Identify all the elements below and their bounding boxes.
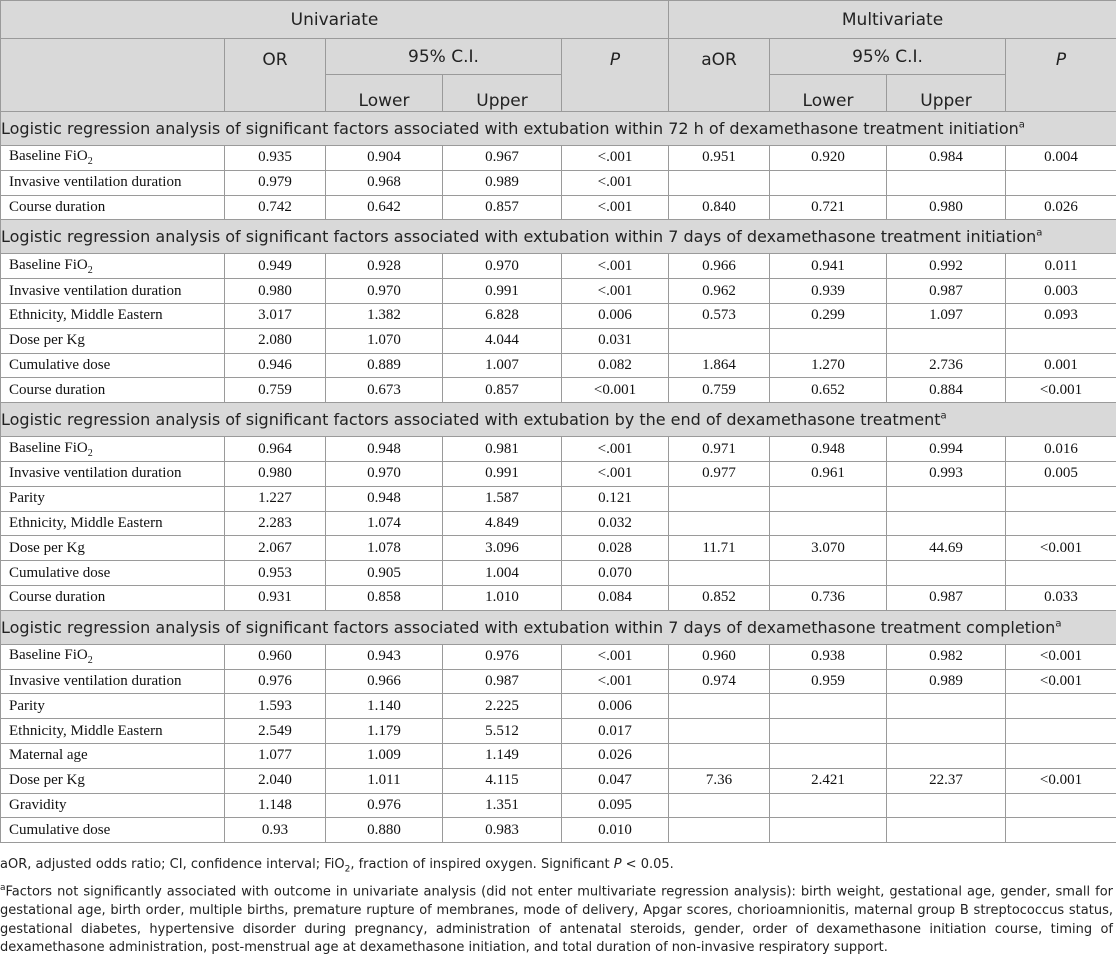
table-cell: 0.971 — [669, 437, 770, 462]
table-row — [1, 644, 1116, 669]
table-cell: 0.928 — [326, 254, 443, 279]
table-cell: 0.981 — [443, 437, 562, 462]
table-cell — [669, 486, 770, 511]
factor-name: Cumulative dose — [1, 818, 225, 843]
table-cell: 0.759 — [669, 378, 770, 403]
table-cell: 0.966 — [669, 254, 770, 279]
factor-name: Dose per Kg — [1, 328, 225, 353]
factor-name: Invasive ventilation duration — [1, 279, 225, 304]
table-cell: 0.840 — [669, 195, 770, 220]
table-cell: 0.905 — [326, 561, 443, 586]
table-row — [1, 461, 1116, 486]
table-row — [1, 793, 1116, 818]
table-cell: <.001 — [562, 195, 669, 220]
table-row — [1, 437, 1116, 462]
multivariate-ci-header: 95% C.I. — [770, 39, 1006, 75]
table-cell: <.001 — [562, 669, 669, 694]
table-cell: 0.742 — [225, 195, 326, 220]
table-cell: 0.989 — [887, 669, 1006, 694]
table-cell: 0.979 — [225, 170, 326, 195]
table-cell: 0.970 — [326, 461, 443, 486]
table-cell: 1.351 — [443, 793, 562, 818]
table-cell: 0.033 — [1006, 585, 1116, 610]
table-row — [1, 511, 1116, 536]
table-cell: 0.858 — [326, 585, 443, 610]
univariate-upper-header: Upper — [443, 75, 562, 112]
table-row — [1, 818, 1116, 843]
table-cell: 3.017 — [225, 303, 326, 328]
table-cell: <0.001 — [1006, 536, 1116, 561]
factor-name: Maternal age — [1, 743, 225, 768]
table-cell — [887, 328, 1006, 353]
table-cell — [887, 486, 1006, 511]
table-cell: 1.587 — [443, 486, 562, 511]
table-cell: 2.421 — [770, 768, 887, 793]
section-title: Logistic regression analysis of significant factors associated with extubation by the end of dexamethasone treatment$^a$ — [1, 403, 1116, 437]
table-row — [1, 195, 1116, 220]
table-cell — [770, 328, 887, 353]
table-cell — [887, 743, 1006, 768]
table-cell: 1.070 — [326, 328, 443, 353]
table-cell: 0.941 — [770, 254, 887, 279]
section-title: Logistic regression analysis of significant factors associated with extubation within 7 days of dexamethasone treatment initiation$^a$ — [1, 220, 1116, 254]
table-row — [1, 303, 1116, 328]
table-cell — [1006, 719, 1116, 744]
table-header — [1, 1, 1116, 112]
table-cell: 0.983 — [443, 818, 562, 843]
table-cell — [1006, 511, 1116, 536]
table-cell: 0.011 — [1006, 254, 1116, 279]
table-cell: 2.549 — [225, 719, 326, 744]
table-cell: 0.857 — [443, 195, 562, 220]
table-cell: 0.976 — [443, 644, 562, 669]
table-cell: 0.967 — [443, 146, 562, 171]
table-cell: 0.993 — [887, 461, 1006, 486]
table-cell: 0.93 — [225, 818, 326, 843]
table-cell: 0.736 — [770, 585, 887, 610]
table-cell — [887, 561, 1006, 586]
table-cell: 1.179 — [326, 719, 443, 744]
table-cell: 0.964 — [225, 437, 326, 462]
table-cell: 0.004 — [1006, 146, 1116, 171]
table-cell: 1.148 — [225, 793, 326, 818]
table-cell: 0.857 — [443, 378, 562, 403]
table-row — [1, 694, 1116, 719]
table-cell: 5.512 — [443, 719, 562, 744]
multivariate-header: Multivariate — [669, 1, 1116, 39]
table-cell: 0.904 — [326, 146, 443, 171]
table-cell — [1006, 170, 1116, 195]
table-cell: 0.047 — [562, 768, 669, 793]
table-cell: 0.935 — [225, 146, 326, 171]
table-cell — [669, 793, 770, 818]
table-cell: 0.970 — [443, 254, 562, 279]
table-row — [1, 669, 1116, 694]
table-cell: 1.270 — [770, 353, 887, 378]
table-cell — [887, 719, 1006, 744]
table-cell — [770, 170, 887, 195]
table-cell — [1006, 561, 1116, 586]
table-cell: 0.010 — [562, 818, 669, 843]
table-cell — [770, 743, 887, 768]
univariate-p-header: P — [562, 39, 669, 112]
factor-name: Parity — [1, 694, 225, 719]
table-cell — [887, 511, 1006, 536]
or-header: OR — [225, 39, 326, 112]
table-cell: 2.283 — [225, 511, 326, 536]
factor-name: Baseline FiO$_2$ — [1, 644, 225, 669]
table-cell: 0.976 — [326, 793, 443, 818]
table-cell: <.001 — [562, 437, 669, 462]
table-cell: 0.939 — [770, 279, 887, 304]
table-cell: 1.011 — [326, 768, 443, 793]
table-cell: 0.084 — [562, 585, 669, 610]
table-cell: 0.946 — [225, 353, 326, 378]
table-cell: 7.36 — [669, 768, 770, 793]
table-cell: 2.067 — [225, 536, 326, 561]
table-cell: 0.095 — [562, 793, 669, 818]
section-header-row — [1, 112, 1116, 146]
univariate-header: Univariate — [1, 1, 669, 39]
univariate-ci-header: 95% C.I. — [326, 39, 562, 75]
table-row — [1, 170, 1116, 195]
section-header-row — [1, 403, 1116, 437]
table-cell: 0.026 — [1006, 195, 1116, 220]
table-cell: 0.006 — [562, 303, 669, 328]
table-cell: 0.299 — [770, 303, 887, 328]
table-cell: <0.001 — [562, 378, 669, 403]
table-cell — [770, 694, 887, 719]
factor-name: Course duration — [1, 585, 225, 610]
table-row — [1, 486, 1116, 511]
table-row — [1, 254, 1116, 279]
table-cell: 1.593 — [225, 694, 326, 719]
table-cell: 1.078 — [326, 536, 443, 561]
factor-name: Parity — [1, 486, 225, 511]
table-cell — [887, 694, 1006, 719]
table-cell: <0.001 — [1006, 378, 1116, 403]
table-cell: 2.040 — [225, 768, 326, 793]
factor-name: Ethnicity, Middle Eastern — [1, 303, 225, 328]
table-cell: 0.970 — [326, 279, 443, 304]
table-cell: 0.852 — [669, 585, 770, 610]
factor-name: Course duration — [1, 378, 225, 403]
table-cell: 0.951 — [669, 146, 770, 171]
table-cell — [887, 793, 1006, 818]
table-cell: 1.074 — [326, 511, 443, 536]
table-cell: 0.962 — [669, 279, 770, 304]
table-cell: 0.991 — [443, 461, 562, 486]
table-body — [1, 112, 1116, 843]
table-cell — [1006, 486, 1116, 511]
table-row — [1, 146, 1116, 171]
table-cell: 22.37 — [887, 768, 1006, 793]
factor-name: Gravidity — [1, 793, 225, 818]
factor-name: Invasive ventilation duration — [1, 461, 225, 486]
table-cell: 1.010 — [443, 585, 562, 610]
table-cell: 0.673 — [326, 378, 443, 403]
table-cell: 4.115 — [443, 768, 562, 793]
table-cell: 0.987 — [887, 585, 1006, 610]
table-cell: 0.980 — [887, 195, 1006, 220]
table-cell — [770, 486, 887, 511]
table-cell: 0.987 — [443, 669, 562, 694]
table-cell — [1006, 743, 1116, 768]
factor-name: Ethnicity, Middle Eastern — [1, 719, 225, 744]
factor-name: Dose per Kg — [1, 536, 225, 561]
table-cell: <.001 — [562, 254, 669, 279]
factor-name: Ethnicity, Middle Eastern — [1, 511, 225, 536]
table-cell — [887, 170, 1006, 195]
table-cell: 0.920 — [770, 146, 887, 171]
table-cell: 4.044 — [443, 328, 562, 353]
table-cell — [1006, 694, 1116, 719]
table-cell: 3.070 — [770, 536, 887, 561]
table-cell: <0.001 — [1006, 644, 1116, 669]
table-cell — [669, 170, 770, 195]
factor-name: Invasive ventilation duration — [1, 170, 225, 195]
table-cell: 0.889 — [326, 353, 443, 378]
table-cell: 0.005 — [1006, 461, 1116, 486]
table-cell: 1.007 — [443, 353, 562, 378]
table-row — [1, 353, 1116, 378]
table-cell: 6.828 — [443, 303, 562, 328]
table-cell — [1006, 818, 1116, 843]
table-cell: 0.982 — [887, 644, 1006, 669]
table-row — [1, 561, 1116, 586]
table-footnotes — [0, 856, 1116, 957]
table-cell: 0.994 — [887, 437, 1006, 462]
table-cell: 0.642 — [326, 195, 443, 220]
table-cell: 3.096 — [443, 536, 562, 561]
table-cell: <0.001 — [1006, 768, 1116, 793]
table-cell: 0.028 — [562, 536, 669, 561]
table-cell: 0.026 — [562, 743, 669, 768]
table-cell: 1.140 — [326, 694, 443, 719]
table-cell: <0.001 — [1006, 669, 1116, 694]
table-cell: 0.948 — [770, 437, 887, 462]
factor-name: Invasive ventilation duration — [1, 669, 225, 694]
table-cell — [669, 694, 770, 719]
table-cell: 0.082 — [562, 353, 669, 378]
table-row — [1, 743, 1116, 768]
table-cell: 0.984 — [887, 146, 1006, 171]
factor-header — [1, 39, 225, 112]
table-cell: 1.004 — [443, 561, 562, 586]
table-cell: 11.71 — [669, 536, 770, 561]
aor-header: aOR — [669, 39, 770, 112]
table-cell — [770, 818, 887, 843]
table-cell — [669, 561, 770, 586]
factor-name: Baseline FiO$_2$ — [1, 254, 225, 279]
multivariate-lower-header: Lower — [770, 75, 887, 112]
table-cell: 2.080 — [225, 328, 326, 353]
table-cell: 0.032 — [562, 511, 669, 536]
table-cell: <.001 — [562, 279, 669, 304]
table-row — [1, 536, 1116, 561]
table-cell: 0.977 — [669, 461, 770, 486]
table-cell: 1.097 — [887, 303, 1006, 328]
table-cell — [669, 328, 770, 353]
table-cell: <.001 — [562, 461, 669, 486]
table-cell: 0.966 — [326, 669, 443, 694]
table-row — [1, 328, 1116, 353]
table-cell: 0.721 — [770, 195, 887, 220]
table-cell — [770, 719, 887, 744]
factor-name: Cumulative dose — [1, 353, 225, 378]
table-cell: 0.960 — [225, 644, 326, 669]
table-cell — [669, 719, 770, 744]
table-cell: 0.960 — [669, 644, 770, 669]
table-cell: 0.989 — [443, 170, 562, 195]
section-title: Logistic regression analysis of significant factors associated with extubation within 72 h of dexamethasone treatment initiation$^a$ — [1, 112, 1116, 146]
table-cell — [1006, 328, 1116, 353]
table-cell: 0.759 — [225, 378, 326, 403]
table-cell — [1006, 793, 1116, 818]
section-title: Logistic regression analysis of significant factors associated with extubation within 7 days of dexamethasone treatment completion$^a$ — [1, 610, 1116, 644]
table-cell: 0.017 — [562, 719, 669, 744]
table-cell: 0.006 — [562, 694, 669, 719]
table-cell: 1.864 — [669, 353, 770, 378]
section-header-row — [1, 610, 1116, 644]
table-cell: 0.991 — [443, 279, 562, 304]
table-cell: 4.849 — [443, 511, 562, 536]
table-cell: 0.093 — [1006, 303, 1116, 328]
table-cell: <.001 — [562, 644, 669, 669]
table-cell: 0.948 — [326, 486, 443, 511]
table-cell: 0.003 — [1006, 279, 1116, 304]
table-cell: 0.573 — [669, 303, 770, 328]
univariate-lower-header: Lower — [326, 75, 443, 112]
table-cell: 0.953 — [225, 561, 326, 586]
table-row — [1, 378, 1116, 403]
table-cell: 0.980 — [225, 279, 326, 304]
table-cell — [669, 818, 770, 843]
table-cell: 1.009 — [326, 743, 443, 768]
table-cell: 0.976 — [225, 669, 326, 694]
table-cell: 1.077 — [225, 743, 326, 768]
table-cell: 0.987 — [887, 279, 1006, 304]
table-cell: 0.974 — [669, 669, 770, 694]
table-cell — [669, 743, 770, 768]
abbreviations-note: aOR, adjusted odds ratio; CI, confidence interval; FiO$_2$, fraction of inspired oxygen. Significant P < 0.05. — [0, 856, 1113, 879]
table-row — [1, 768, 1116, 793]
table-row — [1, 279, 1116, 304]
table-cell: 0.948 — [326, 437, 443, 462]
table-cell: 0.943 — [326, 644, 443, 669]
table-cell: 0.961 — [770, 461, 887, 486]
multivariate-upper-header: Upper — [887, 75, 1006, 112]
table-cell: 0.016 — [1006, 437, 1116, 462]
table-cell: 0.031 — [562, 328, 669, 353]
table-cell: 0.980 — [225, 461, 326, 486]
table-cell: 0.959 — [770, 669, 887, 694]
table-cell: <.001 — [562, 170, 669, 195]
table-cell: 1.149 — [443, 743, 562, 768]
factor-name: Dose per Kg — [1, 768, 225, 793]
factor-name: Course duration — [1, 195, 225, 220]
table-cell: 0.992 — [887, 254, 1006, 279]
table-cell: 0.968 — [326, 170, 443, 195]
factor-name: Cumulative dose — [1, 561, 225, 586]
table-row — [1, 719, 1116, 744]
table-cell: 2.225 — [443, 694, 562, 719]
table-cell: <.001 — [562, 146, 669, 171]
table-cell — [770, 511, 887, 536]
factor-name: Baseline FiO$_2$ — [1, 437, 225, 462]
factor-name: Baseline FiO$_2$ — [1, 146, 225, 171]
table-cell: 0.949 — [225, 254, 326, 279]
table-cell: 0.880 — [326, 818, 443, 843]
table-cell: 1.227 — [225, 486, 326, 511]
table-cell: 0.931 — [225, 585, 326, 610]
table-cell: 1.382 — [326, 303, 443, 328]
table-cell — [887, 818, 1006, 843]
table-cell: 0.652 — [770, 378, 887, 403]
section-header-row — [1, 220, 1116, 254]
table-cell: 44.69 — [887, 536, 1006, 561]
table-cell — [770, 793, 887, 818]
table-row — [1, 585, 1116, 610]
table-cell — [770, 561, 887, 586]
table-cell: 0.884 — [887, 378, 1006, 403]
table-cell: 0.938 — [770, 644, 887, 669]
table-cell — [669, 511, 770, 536]
table-cell: 2.736 — [887, 353, 1006, 378]
table-cell: 0.070 — [562, 561, 669, 586]
table-cell: 0.121 — [562, 486, 669, 511]
table-cell: 0.001 — [1006, 353, 1116, 378]
multivariate-p-header: P — [1006, 39, 1116, 112]
factors-note: $^a$Factors not significantly associated with outcome in univariate analysis (did not enter multivariate regression analysis): birth weight, gestational age, gender, small for gestational age, birth order, multiple births, premature rupture of membranes, mode of delivery, Apgar scores, chorioamnionitis, maternal group B streptococcus status, gestational diabetes, hypertensive disorder during pregnancy, administration of antenatal steroids, gender, order of dexamethasone initiation course, timing of dexamethasone administration, post-menstrual age at dexamethasone initiation, and total duration of non-invasive respiratory support. — [0, 879, 1113, 957]
